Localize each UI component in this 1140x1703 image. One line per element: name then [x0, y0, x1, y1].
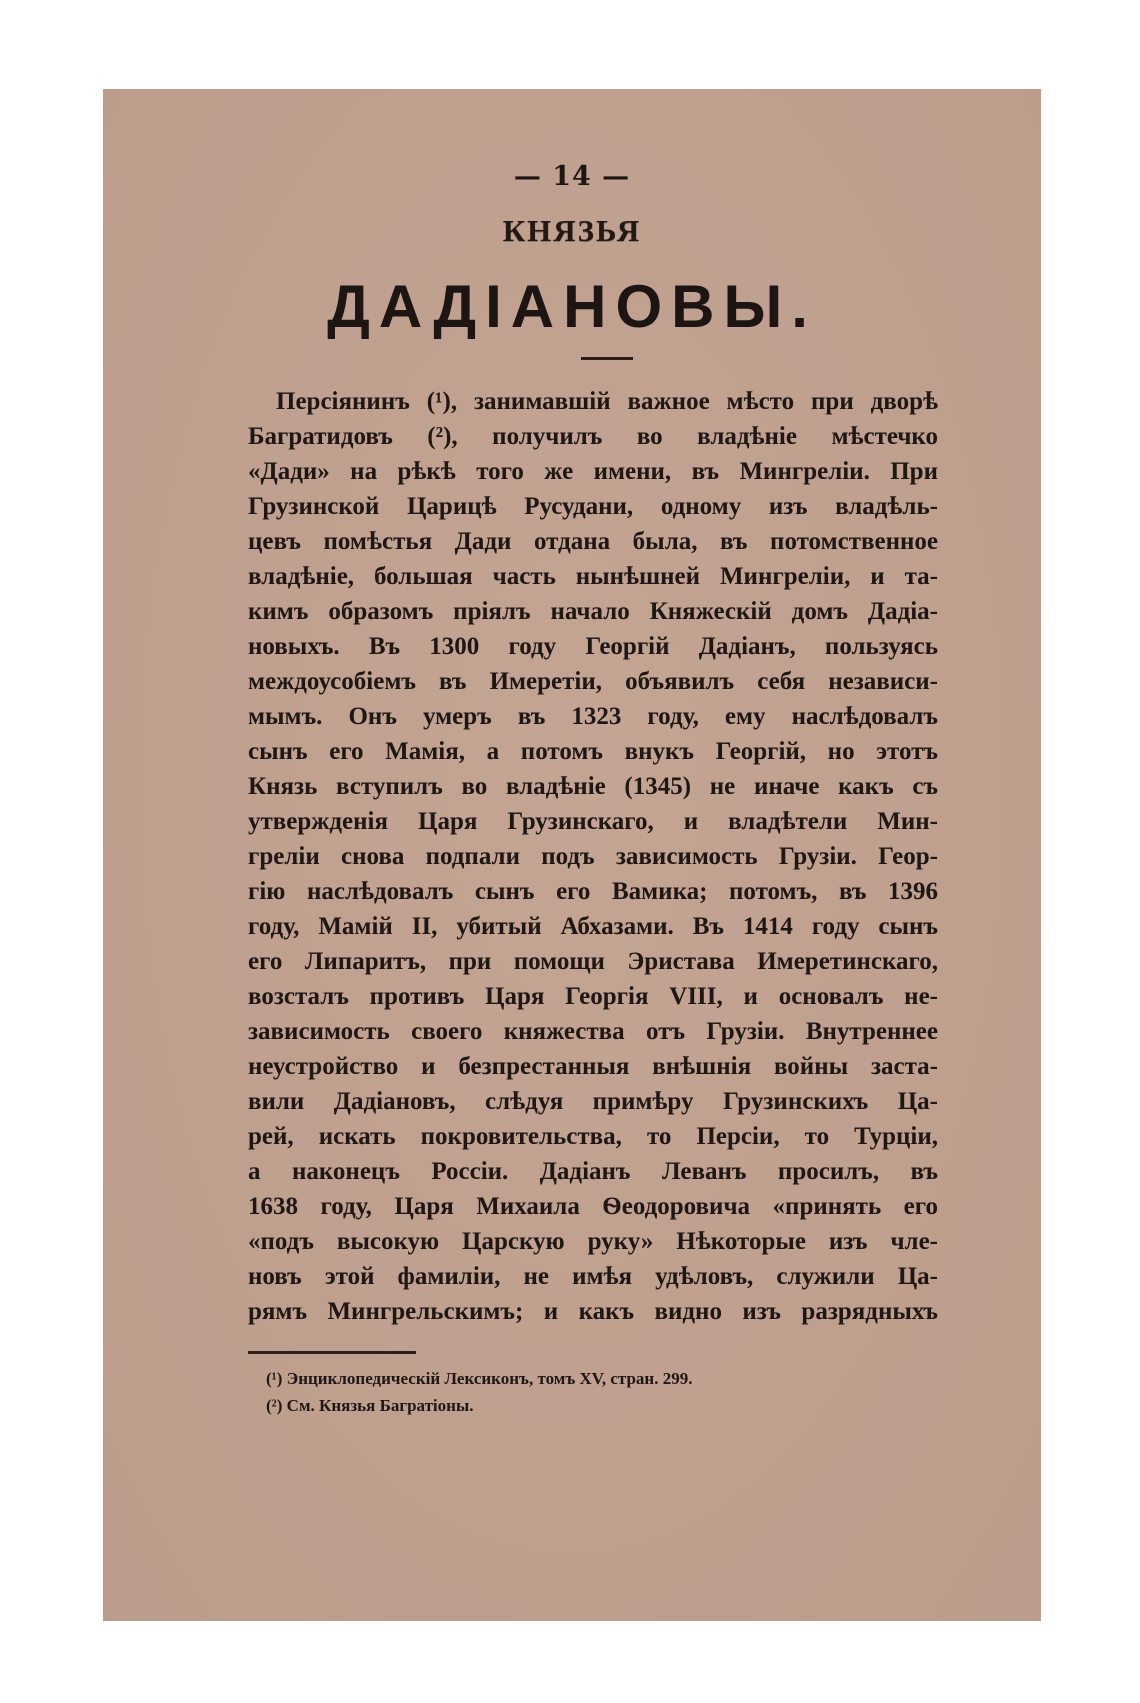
body-line: владѣніе, большая часть нынѣшней Мингреліи, и та- — [248, 563, 938, 590]
body-line: вили Дадіановъ, слѣдуя примѣру Грузинскихъ Ца- — [248, 1088, 938, 1115]
body-line: гію наслѣдовалъ сынъ его Вамика; потомъ, въ 1396 — [248, 878, 938, 905]
body-line: его Липаритъ, при помощи Эристава Имеретинскаго, — [248, 948, 938, 975]
body-line: мымъ. Онъ умеръ въ 1323 году, ему наслѣдовалъ — [248, 703, 938, 730]
body-text — [248, 384, 938, 1329]
body-line: «Дади» на рѣкѣ того же имени, въ Мингреліи. При — [248, 458, 938, 485]
body-line: Грузинской Царицѣ Русудани, одному изъ владѣль- — [248, 493, 938, 520]
body-line: сынъ его Мамія, а потомъ внукъ Георгій, но этотъ — [248, 738, 938, 765]
body-line: а наконецъ Россіи. Дадіанъ Леванъ просилъ, въ — [248, 1158, 938, 1185]
section-subtitle: КНЯЗЬЯ — [502, 213, 642, 248]
footnote-1: (¹) Энциклопедическій Лексиконъ, томъ XV, стран. 299. — [266, 1369, 693, 1388]
body-line: новъ этой фамиліи, не имѣя удѣловъ, служили Ца- — [248, 1263, 938, 1290]
body-line: междоусобіемъ въ Имеретіи, объявилъ себя независи- — [248, 668, 938, 695]
body-line: греліи снова подпали подъ зависимость Грузіи. Геор- — [248, 843, 938, 870]
section-title: ДАДІАНОВЫ. — [327, 273, 817, 340]
footnote-divider — [248, 1351, 416, 1354]
page-number: — 14 — — [513, 161, 631, 192]
body-line: неустройство и безпрестанныя внѣшнія войны заста- — [248, 1053, 938, 1080]
body-line: 1638 году, Царя Михаила Ѳеодоровича «принять его — [248, 1193, 938, 1220]
footnote-2: (²) См. Князья Багратіоны. — [266, 1396, 474, 1415]
body-line: возсталъ противъ Царя Георгія VIII, и основалъ не- — [248, 983, 938, 1010]
body-line: Персіянинъ (¹), занимавшій важное мѣсто при дворѣ — [276, 388, 938, 415]
body-line: новыхъ. Въ 1300 году Георгій Дадіанъ, пользуясь — [248, 633, 938, 660]
footnotes — [266, 1365, 692, 1419]
scanned-page — [103, 89, 1041, 1621]
body-line: Багратидовъ (²), получилъ во владѣніе мѣстечко — [248, 423, 938, 450]
body-line: «подъ высокую Царскую руку» Нѣкоторые изъ чле- — [248, 1228, 938, 1255]
body-line: зависимость своего княжества отъ Грузіи. Внутреннее — [248, 1018, 938, 1045]
body-line: рямъ Мингрельскимъ; и какъ видно изъ разрядныхъ — [248, 1298, 938, 1325]
body-line: рей, искать покровительства, то Персіи, то Турціи, — [248, 1123, 938, 1150]
body-line: году, Мамій II, убитый Абхазами. Въ 1414 году сынъ — [248, 913, 938, 940]
body-line: цевъ помѣстья Дади отдана была, въ потомственное — [248, 528, 938, 555]
title-divider — [581, 357, 633, 360]
body-line: Князь вступилъ во владѣніе (1345) не иначе какъ съ — [248, 773, 938, 800]
body-line: кимъ образомъ пріялъ начало Княжескій домъ Дадіа- — [248, 598, 938, 625]
body-line: утвержденія Царя Грузинскаго, и владѣтели Мин- — [248, 808, 938, 835]
